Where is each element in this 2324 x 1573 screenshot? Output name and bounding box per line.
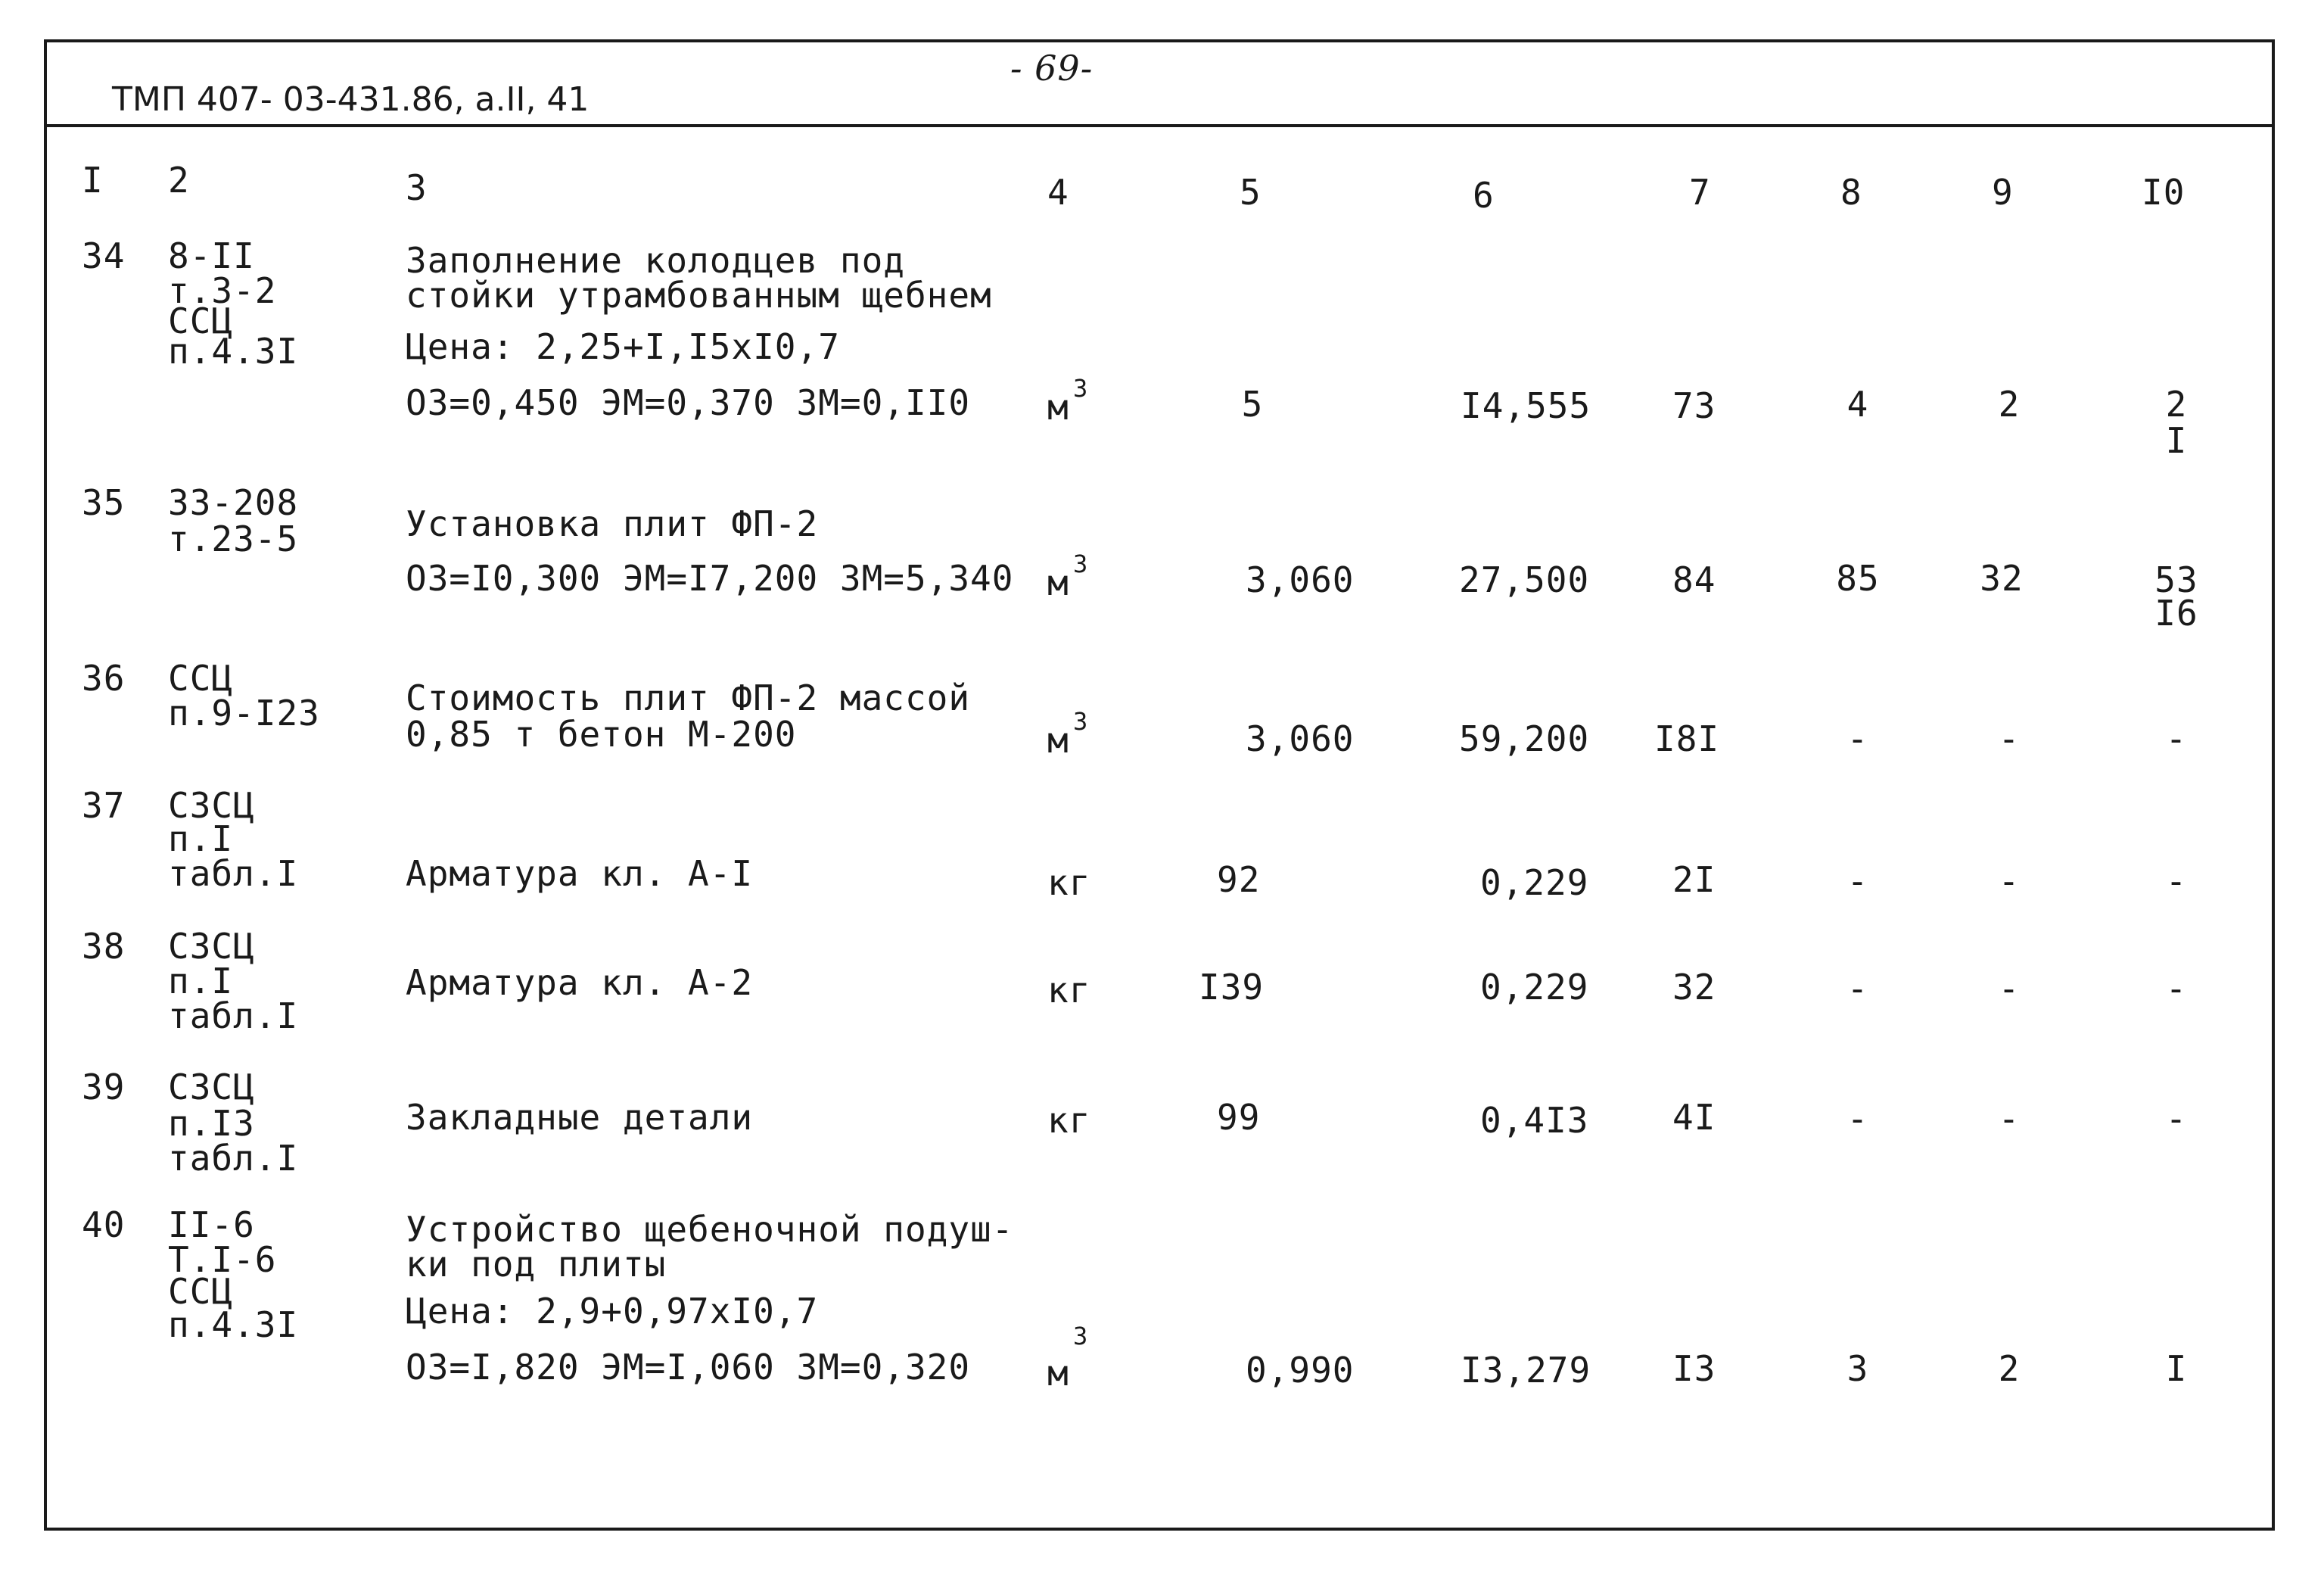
description-line: Заполнение колодцев под xyxy=(406,240,905,281)
unit: м xyxy=(1047,387,1069,428)
quantity: 92 xyxy=(1217,859,1261,900)
unit-exponent: 3 xyxy=(1073,550,1088,578)
col8-value: - xyxy=(1846,1098,1869,1139)
description-line: стойки утрамбованным щебнем xyxy=(406,275,992,316)
unit: м xyxy=(1047,720,1069,761)
quantity: 99 xyxy=(1217,1097,1261,1138)
unit-cost: I4,555 xyxy=(1461,385,1591,426)
unit-cost: 0,229 xyxy=(1480,862,1589,903)
unit-exponent: 3 xyxy=(1073,1322,1088,1350)
description-line: Устройство щебеночной подуш- xyxy=(406,1209,1014,1250)
description-line: Арматура кл. А-2 xyxy=(406,962,754,1003)
quantity: 3,060 xyxy=(1246,718,1355,759)
row-number: 36 xyxy=(82,658,126,699)
rate-code-line: п.I xyxy=(168,818,234,859)
unit-cost: 0,229 xyxy=(1480,967,1589,1008)
rate-code-line: 33-208 xyxy=(168,482,299,523)
col-header-8: 8 xyxy=(1840,172,1862,213)
unit: м xyxy=(1047,562,1069,603)
col-header-2: 2 xyxy=(168,160,190,201)
quantity: 3,060 xyxy=(1246,559,1355,600)
col-header-7: 7 xyxy=(1689,172,1711,213)
col10-value: I xyxy=(2165,420,2188,461)
col-header-10: I0 xyxy=(2142,172,2186,213)
total-cost: 73 xyxy=(1672,385,1716,426)
rate-code-line: п.4.3I xyxy=(168,1304,299,1345)
col9-value: 2 xyxy=(1998,384,2021,425)
quantity: 5 xyxy=(1241,384,1264,425)
col10-value: 2 xyxy=(2165,384,2188,425)
col9-value: - xyxy=(1998,968,2021,1009)
description-line: Арматура кл. А-I xyxy=(406,853,754,894)
col-header-4: 4 xyxy=(1047,172,1069,213)
rate-code-line: Т.I-6 xyxy=(168,1239,277,1280)
col8-value: - xyxy=(1846,718,1869,759)
norm-values: ОЗ=I0,300 ЭМ=I7,200 ЗМ=5,340 xyxy=(406,558,1014,599)
rate-code-line: п.4.3I xyxy=(168,331,299,372)
total-cost: I3 xyxy=(1672,1348,1716,1389)
col-header-9: 9 xyxy=(1992,172,2014,213)
quantity: 0,990 xyxy=(1246,1350,1355,1391)
rate-code-line: п.I3 xyxy=(168,1103,255,1144)
unit: кг xyxy=(1047,862,1091,903)
col10-value: - xyxy=(2165,1098,2188,1139)
norm-values: ОЗ=I,820 ЭМ=I,060 ЗМ=0,320 xyxy=(406,1347,971,1388)
row-number: 34 xyxy=(82,235,126,276)
col8-value: 4 xyxy=(1846,384,1869,425)
price-formula: Цена: 2,9+0,97xI0,7 xyxy=(406,1291,819,1332)
rate-code-line: 8-II xyxy=(168,235,255,276)
rate-code-line: ССЦ xyxy=(168,658,234,699)
col9-value: - xyxy=(1998,718,2021,759)
col-header-5: 5 xyxy=(1240,172,1262,213)
col-header-1: I xyxy=(82,160,104,201)
unit-cost: I3,279 xyxy=(1461,1350,1591,1391)
unit-exponent: 3 xyxy=(1073,374,1088,403)
col9-value: - xyxy=(1998,1098,2021,1139)
rate-code-line: табл.I xyxy=(168,853,299,894)
header-rule xyxy=(44,124,2275,127)
description-line: Закладные детали xyxy=(406,1097,754,1138)
rate-code-line: СЗСЦ xyxy=(168,1067,255,1107)
col8-value: - xyxy=(1846,861,1869,902)
description-line: Установка плит ФП-2 xyxy=(406,503,819,544)
total-cost: 2I xyxy=(1672,859,1716,900)
norm-values: ОЗ=0,450 ЭМ=0,370 ЗМ=0,II0 xyxy=(406,382,971,423)
col8-value: 3 xyxy=(1846,1348,1869,1389)
description-line: Стоимость плит ФП-2 массой xyxy=(406,677,971,718)
col10-value: - xyxy=(2165,718,2188,759)
rate-code-line: табл.I xyxy=(168,995,299,1036)
unit: м xyxy=(1047,1353,1069,1394)
rate-code-line: п.I xyxy=(168,961,234,1001)
rate-code-line: СЗСЦ xyxy=(168,785,255,826)
col9-value: 32 xyxy=(1980,558,2024,599)
rate-code-line: т.3-2 xyxy=(168,270,277,311)
col10-value: - xyxy=(2165,861,2188,902)
description-line: 0,85 т бетон М-200 xyxy=(406,714,797,755)
total-cost: 32 xyxy=(1672,967,1716,1008)
unit: кг xyxy=(1047,1100,1091,1141)
row-number: 37 xyxy=(82,785,126,826)
rate-code-line: ССЦ xyxy=(168,301,234,341)
page-number: - 69- xyxy=(1010,48,1094,89)
rate-code-line: ССЦ xyxy=(168,1271,234,1312)
col10-value: 53 xyxy=(2154,559,2198,600)
col10-value: I xyxy=(2165,1348,2188,1389)
description-line: ки под плиты xyxy=(406,1244,667,1285)
rate-code-line: т.23-5 xyxy=(168,519,299,559)
unit-cost: 59,200 xyxy=(1459,718,1590,759)
quantity: I39 xyxy=(1199,967,1265,1008)
row-number: 38 xyxy=(82,926,126,967)
col10-value: - xyxy=(2165,968,2188,1009)
unit: кг xyxy=(1047,970,1091,1011)
rate-code-line: табл.I xyxy=(168,1138,299,1179)
col-header-6: 6 xyxy=(1473,175,1495,216)
col10-value: I6 xyxy=(2154,593,2198,634)
rate-code-line: п.9-I23 xyxy=(168,693,320,734)
row-number: 35 xyxy=(82,482,126,523)
price-formula: Цена: 2,25+I,I5xI0,7 xyxy=(406,326,840,367)
total-cost: 4I xyxy=(1672,1097,1716,1138)
col9-value: 2 xyxy=(1998,1348,2021,1389)
row-number: 40 xyxy=(82,1204,126,1245)
row-number: 39 xyxy=(82,1067,126,1107)
rate-code-line: II-6 xyxy=(168,1204,255,1245)
rate-code-line: СЗСЦ xyxy=(168,926,255,967)
unit-cost: 27,500 xyxy=(1459,559,1590,600)
total-cost: 84 xyxy=(1672,559,1716,600)
unit-exponent: 3 xyxy=(1073,707,1088,736)
unit-cost: 0,4I3 xyxy=(1480,1100,1589,1141)
document-reference: ТМП 407- 03-431.86, а.II, 41 xyxy=(112,80,590,119)
col-header-3: 3 xyxy=(406,167,428,208)
total-cost: I8I xyxy=(1654,718,1720,759)
col9-value: - xyxy=(1998,861,2021,902)
document-frame xyxy=(44,39,2275,1531)
col8-value: - xyxy=(1846,968,1869,1009)
col8-value: 85 xyxy=(1836,558,1880,599)
